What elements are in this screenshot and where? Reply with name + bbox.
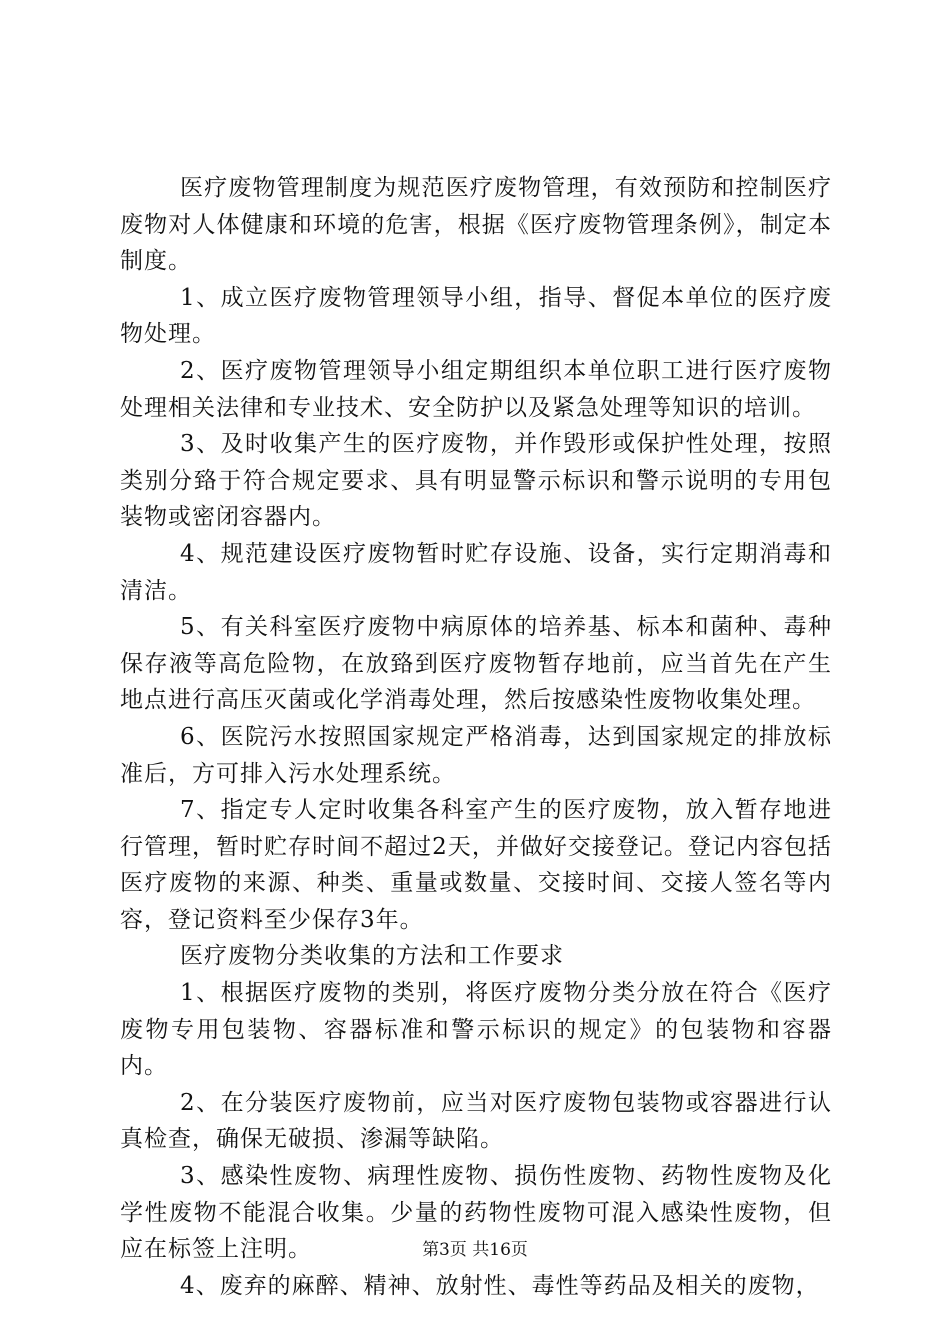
document-body [120, 170, 832, 1304]
paragraph-item-3: 3、及时收集产生的医疗废物，并作毁形或保护性处理，按照类别分臵于符合规定要求、具有明显警示标识和警示说明的专用包装物或密闭容器内。 [120, 431, 832, 531]
paragraph-item-1: 1、成立医疗废物管理领导小组，指导、督促本单位的医疗废物处理。 [120, 284, 832, 348]
section-heading: 医疗废物分类收集的方法和工作要求 [180, 943, 564, 970]
paragraph-req-4: 4、废弃的麻醉、精神、放射性、毒性等药品及相关的废物， [180, 1272, 820, 1299]
page-number-footer: 第3页 共16页 [422, 1240, 528, 1260]
paragraph-intro: 医疗废物管理制度为规范医疗废物管理，有效预防和控制医疗废物对人体健康和环境的危害，根据《医疗废物管理条例》，制定本制度。 [120, 175, 832, 275]
paragraph-item-4: 4、规范建设医疗废物暂时贮存设施、设备，实行定期消毒和清洁。 [120, 540, 832, 604]
paragraph-req-2: 2、在分装医疗废物前，应当对医疗废物包装物或容器进行认真检查，确保无破损、渗漏等缺陷。 [120, 1089, 832, 1153]
paragraph-req-3: 3、感染性废物、病理性废物、损伤性废物、药物性废物及化学性废物不能混合收集。少量的药物性废物可混入感染性废物，但应在标签上注明。 [120, 1163, 832, 1263]
paragraph-item-2: 2、医疗废物管理领导小组定期组织本单位职工进行医疗废物处理相关法律和专业技术、安全防护以及紧急处理等知识的培训。 [120, 357, 832, 421]
paragraph-req-1: 1、根据医疗废物的类别，将医疗废物分类分放在符合《医疗废物专用包装物、容器标准和警示标识的规定》的包装物和容器内。 [120, 980, 832, 1080]
paragraph-item-5: 5、有关科室医疗废物中病原体的培养基、标本和菌种、毒种保存液等高危险物，在放臵到医疗废物暂存地前，应当首先在产生地点进行高压灭菌或化学消毒处理，然后按感染性废物收集处理。 [120, 614, 832, 714]
paragraph-item-7: 7、指定专人定时收集各科室产生的医疗废物，放入暂存地进行管理，暂时贮存时间不超过2天，并做好交接登记。登记内容包括医疗废物的来源、种类、重量或数量、交接时间、交接人签名等内容，登记资料至少保存3年。 [120, 797, 832, 933]
paragraph-item-6: 6、医院污水按照国家规定严格消毒，达到国家规定的排放标准后，方可排入污水处理系统。 [120, 723, 832, 787]
